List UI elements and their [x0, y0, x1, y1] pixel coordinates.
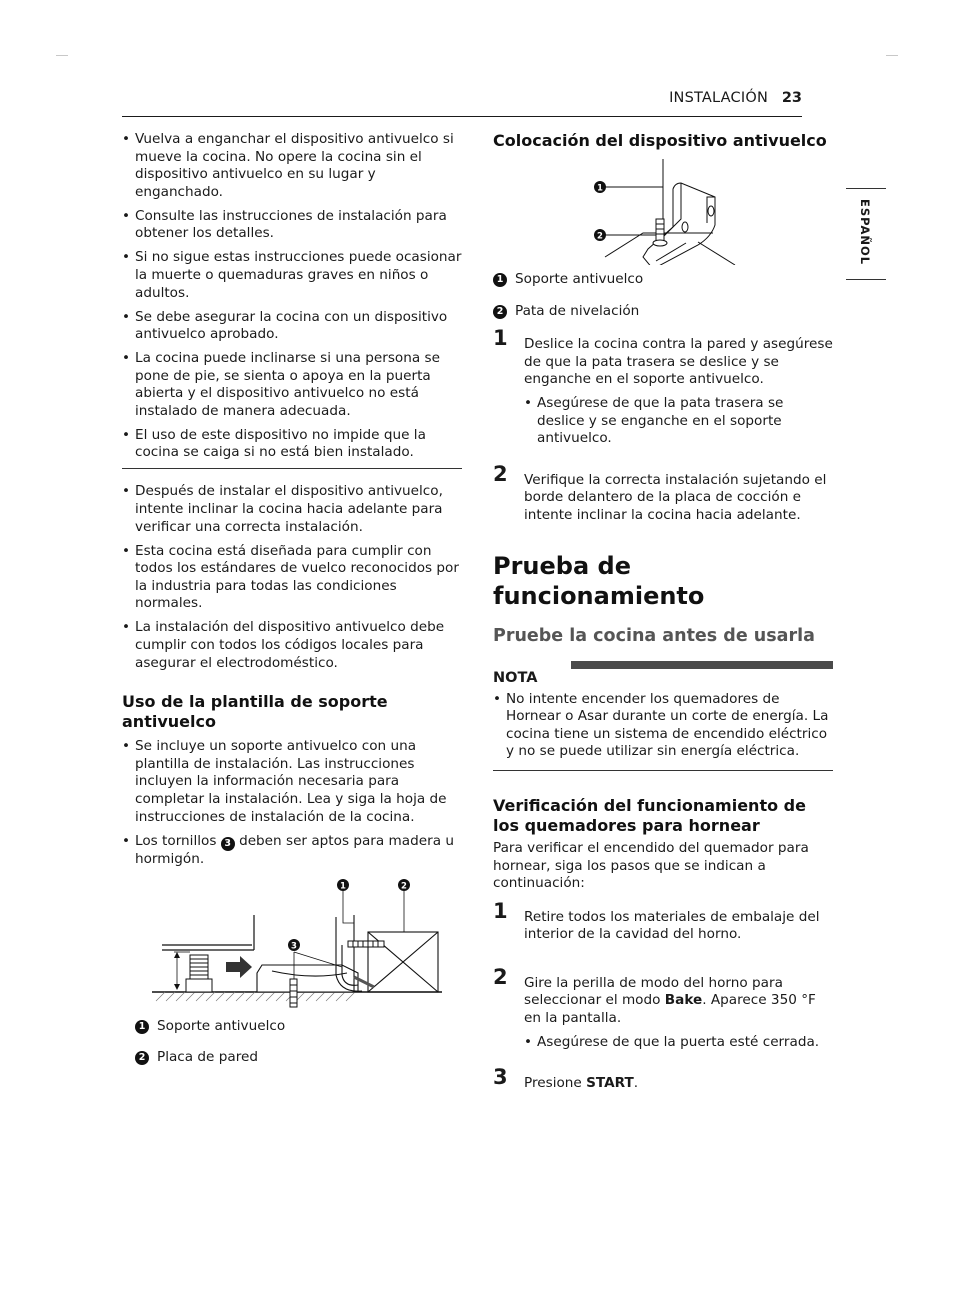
figure-label-2: 2: [401, 881, 407, 891]
step-text-start: Presione: [524, 1075, 582, 1092]
list-item: • La instalación del dispositivo antivuelco debe cumplir con todos los códigos locales para asegurar el electrodoméstico.: [122, 619, 462, 672]
language-tab: [846, 188, 886, 280]
step-text: [524, 975, 833, 1028]
callout-text: Placa de pared: [157, 1049, 258, 1066]
callout-number: 2: [135, 1051, 149, 1065]
placement-title: Colocación del dispositivo antivuelco: [493, 131, 827, 150]
step-text-start: Gire la perilla de modo del horno para seleccionar el modo: [524, 974, 783, 1009]
step-number: 2: [493, 964, 508, 989]
list-item: • Se debe asegurar la cocina con un dispositivo antivuelco aprobado.: [122, 309, 462, 344]
language-label: ESPAÑOL: [858, 199, 872, 266]
step-sub-list: [524, 395, 833, 448]
figure-label-1: 1: [597, 183, 603, 194]
page-number: 23: [781, 90, 802, 106]
list-item: • Vuelva a enganchar el dispositivo antivuelco si mueve la cocina. No opere la cocina sin el dispositivo antivuelco en su lugar y enganchado.: [122, 131, 462, 201]
callout-number: 1: [493, 273, 507, 287]
bake-burner-check-title: Verificación del funcionamiento de los quemadores para hornear: [493, 795, 806, 835]
list-item: • Esta cocina está diseñada para cumplir con todos los estándares de vuelco reconocidos por la industria para todas las condiciones normales.: [122, 543, 462, 613]
callout-item: [135, 1049, 462, 1067]
step-text: Deslice la cocina contra la pared y asegúrese de que la pata trasera se deslice y se enganche en el soporte antivuelco.: [524, 336, 833, 388]
list-item: • La cocina puede inclinarse si una persona se pone de pie, se sienta o apoya en la puerta abierta y el dispositivo antivuelco no está instalado de manera adecuada.: [122, 350, 462, 420]
step-number: 1: [493, 898, 508, 923]
marker-3: 3: [221, 837, 235, 851]
figure-label-3: 3: [291, 941, 297, 951]
section-title: INSTALACIÓN: [669, 90, 768, 106]
right-callouts: [493, 271, 833, 320]
operation-test-title: Prueba de funcionamiento: [493, 551, 705, 610]
bake-burner-intro: Para verificar el encendido del quemador para hornear, siga los pasos que se indican a continuación:: [493, 839, 809, 892]
operation-test-subtitle: Pruebe la cocina antes de usarla: [493, 625, 815, 646]
start-button-label: START: [586, 1075, 634, 1092]
callout-number: 2: [493, 305, 507, 319]
step-text: Retire todos los materiales de embalaje del interior de la cavidad del horno.: [524, 908, 820, 943]
info-list: [122, 483, 462, 672]
bake-step-3: [493, 1065, 833, 1093]
list-item: • Se incluye un soporte antivuelco con una plantilla de instalación. Las instrucciones incluyen la información necesaria para completar la instalación. Lea y siga la hoja de instrucciones de instalación de la cocina.: [122, 738, 462, 826]
step-text: Verifique la correcta instalación sujetando el borde delantero de la placa de cocción e intente inclinar la cocina hacia adelante.: [524, 471, 827, 523]
left-callouts: [122, 1018, 462, 1067]
divider: [122, 468, 462, 469]
bake-step-2: [493, 964, 833, 1051]
callout-number: 1: [135, 1020, 149, 1034]
figure-label-2: 2: [597, 231, 603, 242]
step-number: 2: [493, 461, 508, 486]
placement-step-2: [493, 461, 833, 525]
screws-text-tail: deben ser aptos para madera u hormigón.: [135, 832, 454, 867]
list-item: • Si no sigue estas instrucciones puede ocasionar la muerte o quemaduras graves en niños o adultos.: [122, 249, 462, 302]
callout-text: Pata de nivelación: [515, 302, 640, 319]
list-item: • El uso de este dispositivo no impide que la cocina se caiga si no está bien instalado.: [122, 427, 462, 462]
callout-item: [135, 1018, 462, 1036]
list-item: • Después de instalar el dispositivo antivuelco, intente inclinar la cocina hacia adelante para verificar una correcta instalación.: [122, 483, 462, 536]
step-number: 1: [493, 326, 508, 351]
template-installation-diagram: [122, 875, 462, 1010]
callout-text: Soporte antivuelco: [157, 1017, 286, 1034]
bake-step-1: [493, 898, 833, 944]
note-label: NOTA: [493, 669, 538, 686]
step-text: [524, 1075, 833, 1093]
list-item: • No intente encender los quemadores de Hornear o Asar durante un corte de energía. La cocina tiene un sistema de encendido eléctrico y no se puede utilizar sin energía eléctrica.: [493, 691, 833, 761]
note-list: [493, 691, 833, 761]
callout-item: [493, 303, 833, 321]
list-item: • Asegúrese de que la puerta esté cerrada.: [524, 1034, 833, 1052]
callout-item: [493, 271, 833, 289]
placement-step-1: [493, 326, 833, 448]
screws-text: Los tornillos: [135, 832, 217, 849]
figure-label-1: 1: [340, 881, 346, 891]
callout-text: Soporte antivuelco: [515, 271, 644, 287]
step-sub-list: [524, 1034, 833, 1052]
anti-tip-placement-diagram: [493, 157, 833, 265]
list-item: [122, 833, 462, 869]
template-list: [122, 738, 462, 868]
left-column: [122, 131, 462, 1067]
note-bar: [571, 661, 833, 669]
warning-list: [122, 131, 462, 462]
list-item: • Asegúrese de que la pata trasera se deslice y se enganche en el soporte antivuelco.: [524, 395, 833, 448]
right-column: [493, 131, 833, 1093]
bake-mode-label: Bake: [664, 992, 703, 1009]
page-header: [122, 90, 802, 117]
list-item: • Consulte las instrucciones de instalación para obtener los detalles.: [122, 208, 462, 243]
crop-mark-right: [886, 55, 898, 56]
step-number: 3: [493, 1065, 508, 1090]
crop-mark-left: [56, 55, 68, 56]
step-text-end: .: [633, 1075, 639, 1092]
note-box: [493, 661, 833, 771]
template-section-title: Uso de la plantilla de soporte antivuelco: [122, 692, 388, 732]
step-text-end: . Aparece 350 °F en la pantalla.: [524, 992, 816, 1027]
